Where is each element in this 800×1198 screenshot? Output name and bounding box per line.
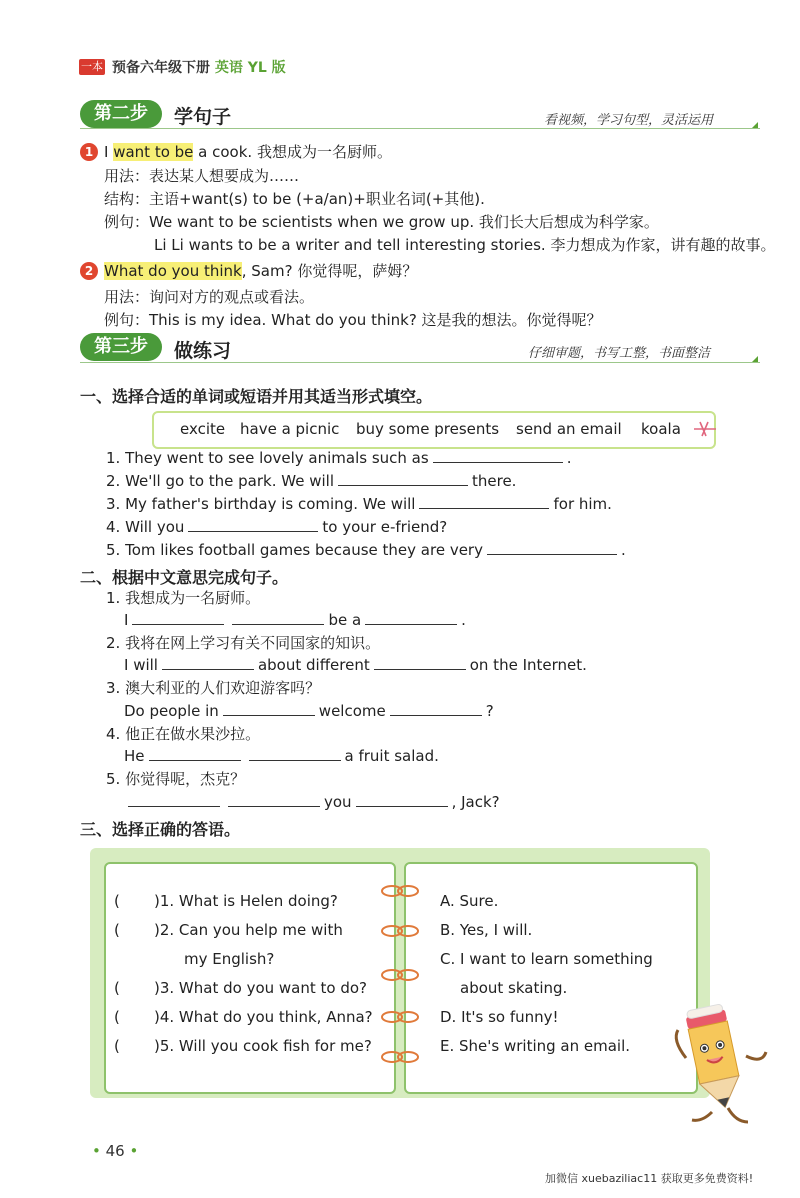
section1-title: 一、选择合适的单词或短语并用其适当形式填空。 <box>80 387 433 406</box>
s3-paren: ( <box>114 921 120 939</box>
s2-q4-english: He a fruit salad. <box>124 747 439 765</box>
s2-q1-chinese: 1. 我想成为一名厨师。 <box>106 589 261 607</box>
answer-blank[interactable] <box>188 517 318 532</box>
point1-structure: 结构：主语+want(s) to be (+a/an)+职业名词(+其他). <box>104 190 485 208</box>
s1-question-5: 5. Tom likes football games because they are very . <box>106 541 626 559</box>
ring-binder-icon <box>380 968 420 982</box>
answer-blank[interactable] <box>249 746 341 761</box>
answer-blank[interactable] <box>338 471 468 486</box>
pencil-mascot-icon <box>662 1000 772 1128</box>
highlight-phrase: want to be <box>113 143 194 161</box>
answer-blank[interactable] <box>232 610 324 625</box>
answer-blank[interactable] <box>356 792 448 807</box>
answer-blank[interactable] <box>149 746 241 761</box>
ring-binder-icon <box>380 1010 420 1024</box>
corner-mark-icon <box>752 356 758 362</box>
point1-usage: 用法：表达某人想要成为…… <box>104 167 300 185</box>
s3-paren: ( <box>114 892 120 910</box>
answer-blank[interactable] <box>128 792 220 807</box>
s2-q1-english: I be a . <box>124 611 466 629</box>
answer-blank[interactable] <box>390 701 482 716</box>
ring-binder-icon <box>380 924 420 938</box>
s3-answer-b: B. Yes, I will. <box>440 921 533 939</box>
word-bank-item: have a picnic <box>240 420 340 438</box>
s3-paren: ( <box>114 1037 120 1055</box>
answer-blank[interactable] <box>365 610 457 625</box>
point2-usage: 用法：询问对方的观点或看法。 <box>104 288 315 306</box>
s3-paren: ( <box>114 979 120 997</box>
page-number: • 46 • <box>92 1142 139 1160</box>
point1-number: 1 <box>80 143 98 161</box>
s3-paren: ( <box>114 1008 120 1026</box>
s3-question-3: )3. What do you want to do? <box>154 979 368 997</box>
word-bank-item: koala <box>641 420 681 438</box>
highlight-phrase: What do you think <box>104 262 242 280</box>
s2-q4-chinese: 4. 他正在做水果沙拉。 <box>106 725 261 743</box>
edition-label: YL 版 <box>247 60 286 76</box>
section2-title: 二、根据中文意思完成句子。 <box>80 568 289 587</box>
s3-answer-c: C. I want to learn something <box>440 950 653 968</box>
s3-question-2-cont: my English? <box>184 950 275 968</box>
ring-binder-icon <box>380 884 420 898</box>
s3-question-2: )2. Can you help me with <box>154 921 343 939</box>
point2-number: 2 <box>80 262 98 280</box>
answer-blank[interactable] <box>228 792 320 807</box>
brand-logo: 一本 <box>81 60 103 73</box>
s2-q2-english: I will about different on the Internet. <box>124 656 587 674</box>
s3-question-4: )4. What do you think, Anna? <box>154 1008 373 1026</box>
s3-question-1: )1. What is Helen doing? <box>154 892 338 910</box>
s1-question-1: 1. They went to see lovely animals such as . <box>106 449 572 467</box>
ring-binder-icon <box>380 1050 420 1064</box>
step3-divider <box>80 362 760 363</box>
section3-title: 三、选择正确的答语。 <box>80 820 241 839</box>
s3-answer-e: E. She's writing an email. <box>440 1037 631 1055</box>
s1-question-3: 3. My father's birthday is coming. We will for him. <box>106 495 612 513</box>
point2-sentence: What do you think, Sam? 你觉得呢，萨姆？ <box>104 262 418 280</box>
subject-label: 英语 <box>214 60 243 76</box>
grade-label: 预备六年级下册 <box>112 60 210 76</box>
answer-blank[interactable] <box>487 540 617 555</box>
s1-question-4: 4. Will you to your e-friend? <box>106 518 448 536</box>
book-header <box>112 57 286 77</box>
step2-divider <box>80 128 760 129</box>
s2-q5-english: you , Jack? <box>124 792 500 812</box>
word-bank-item: send an email <box>516 420 622 438</box>
answer-blank[interactable] <box>374 655 466 670</box>
s2-q3-chinese: 3. 澳大利亚的人们欢迎游客吗？ <box>106 679 321 697</box>
step2-tagline: 看视频，学习句型，灵活运用 <box>544 113 714 128</box>
step2-title: 学句子 <box>174 106 232 128</box>
pencil-mark-icon <box>692 418 718 440</box>
point1-example2: Li Li wants to be a writer and tell interesting stories. 李力想成为作家，讲有趣的故事。 <box>154 236 776 254</box>
answer-blank[interactable] <box>223 701 315 716</box>
s1-question-2: 2. We'll go to the park. We will there. <box>106 472 517 490</box>
answer-blank[interactable] <box>162 655 254 670</box>
corner-mark-icon <box>752 122 758 128</box>
step3-badge: 第三步 <box>80 333 162 361</box>
word-bank-item: excite <box>180 420 226 438</box>
s3-answer-a: A. Sure. <box>440 892 499 910</box>
step2-badge: 第二步 <box>80 100 162 128</box>
s2-q5-chinese: 5. 你觉得呢，杰克？ <box>106 770 246 788</box>
point1-sentence: I want to be a cook. 我想成为一名厨师。 <box>104 143 392 161</box>
s2-q2-chinese: 2. 我将在网上学习有关不同国家的知识。 <box>106 634 381 652</box>
answer-blank[interactable] <box>419 494 549 509</box>
word-bank-item: buy some presents <box>356 420 500 438</box>
watermark-text: 加微信 xuebaziliac11 获取更多免费资料! <box>545 1172 754 1185</box>
answer-blank[interactable] <box>132 610 224 625</box>
step3-title: 做练习 <box>174 340 232 362</box>
point1-example1: 例句：We want to be scientists when we grow up. 我们长大后想成为科学家。 <box>104 213 659 231</box>
point2-example: 例句：This is my idea. What do you think? 这是我的想法。你觉得呢？ <box>104 311 602 329</box>
s2-q3-english: Do people in welcome ? <box>124 702 494 720</box>
s3-question-5: )5. Will you cook fish for me? <box>154 1037 372 1055</box>
s3-answer-c-cont: about skating. <box>460 979 568 997</box>
step3-tagline: 仔细审题，书写工整，书面整洁 <box>528 346 711 361</box>
s3-answer-d: D. It's so funny! <box>440 1008 559 1026</box>
answer-blank[interactable] <box>433 448 563 463</box>
